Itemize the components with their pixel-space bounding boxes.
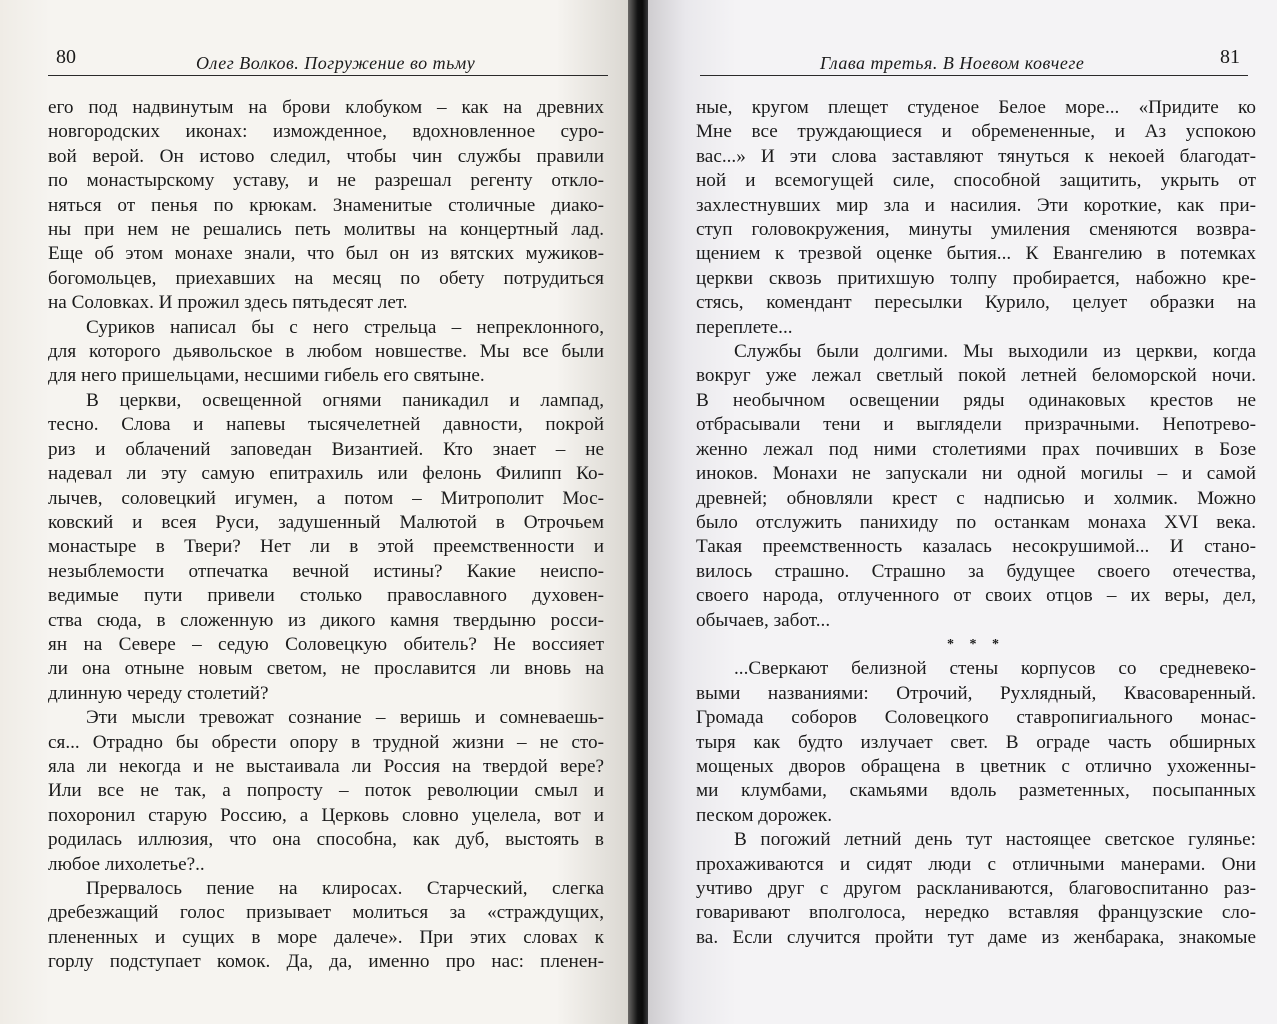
text-line: выми названиями: Отрочий, Рухлядный, Квасоваренный.: [696, 682, 1256, 704]
text-line: горлу подступает комок. Да, да, именно про нас: пленен-: [48, 951, 604, 973]
text-line: монастыре в Твери? Нет ли в этой преемственности и: [48, 536, 604, 558]
section-separator: * * *: [947, 636, 1005, 652]
text-line: вас...» И эти слова заставляют тянуться к некоей благодат-: [696, 145, 1256, 167]
text-line: было отслужить панихиду по останкам монаха XVI века.: [696, 511, 1256, 533]
text-line: ные, кругом плещет студеное Белое море... «Придите ко: [696, 97, 1256, 118]
text-line: В необычном освещении ряды одинаковых крестов не: [696, 389, 1256, 411]
text-line: любое лихолетье?..: [48, 853, 205, 875]
text-line: древней; обновляли крест с надписью и холмик. Можно: [696, 487, 1256, 509]
text-line: на Соловках. И прожил здесь пятьдесят лет.: [48, 292, 408, 314]
text-line: лычев, соловецкий игумен, а потом – Митрополит Мос-: [48, 487, 604, 509]
text-line: вилось страшно. Страшно за будущее своего отечества,: [696, 560, 1256, 582]
text-line: вой верой. Он истово следил, чтобы чин службы правили: [48, 145, 604, 167]
text-line: тесно. Слова и напевы тысячелетней давности, покрой: [48, 414, 604, 436]
text-line: учтиво друг с другом раскланиваются, благовоспитанно раз-: [696, 878, 1256, 899]
text-line: В церкви, освещенной огнями паникадил и лампад,: [86, 389, 604, 411]
text-line: тыря как будто излучает свет. В ограде часть обширных: [696, 731, 1256, 753]
text-line: Прервалось пение на клиросах. Старческий, слегка: [86, 878, 604, 899]
text-line: своего народа, отлученного от своих отцов – их веры, дел,: [696, 585, 1256, 607]
text-line: ной и всемогущей силе, способной защитить, укрыть от: [696, 170, 1256, 192]
text-line: родилась иллюзия, что она способна, как дуб, выстоять в: [48, 829, 604, 851]
text-line: отбрасывали тени и выглядели призрачными. Непотрево-: [696, 414, 1256, 436]
right-page: [648, 0, 1277, 1024]
text-line: иноков. Монахи не запускали ни одной могилы – и самой: [696, 463, 1256, 485]
text-line: щением к трезвой оценке бытия... К Евангелию в потемках: [696, 243, 1256, 265]
text-line: незыблемости отпечатка вечной истины? Какие неиспо-: [48, 560, 604, 582]
text-line: ва. Если случится пройти тут даме из женбарака, знакомые: [696, 926, 1256, 948]
text-line: вокруг уже лежал светлый покой летней беломорской ночи.: [696, 365, 1256, 387]
text-line: по монастырскому уставу, и не разрешал регенту откло-: [48, 170, 604, 192]
text-line: Или все не так, а попросту – поток революции смыл и: [48, 780, 604, 802]
text-line: мощеных дворов обращена в цветник с отлично ухоженны-: [696, 755, 1256, 777]
text-line: переплете...: [696, 316, 793, 338]
text-line: захлестнувших мир зла и насилия. Эти короткие, как при-: [696, 194, 1256, 216]
text-line: для которого дьявольское в любом новшестве. Мы все были: [48, 341, 604, 363]
right-page-header: [700, 44, 1248, 74]
text-line: церкви сквозь притихшую толпу пробирается, набожно кре-: [696, 267, 1256, 289]
left-page-number: 80: [56, 46, 76, 68]
text-line: богомольцев, приехавших на месяц по обету потрудиться: [48, 267, 604, 289]
text-line: В погожий летний день тут настоящее светское гулянье:: [734, 829, 1256, 851]
text-line: Эти мысли тревожат сознание – веришь и сомневаешь-: [86, 707, 604, 729]
text-line: похоронил старую Россию, а Церковь словно уцелела, вот и: [48, 804, 604, 826]
text-line: ся... Отрадно бы обрести опору в трудной жизни – не сто-: [48, 731, 604, 753]
header-rule: [48, 75, 608, 76]
text-line: дребезжащий голос призывает молиться за «страждущих,: [48, 902, 604, 924]
text-line: для него пришельцами, несшими гибель его святыне.: [48, 365, 485, 387]
text-line: ны при нем не решались петь молитвы на концертный лад.: [48, 219, 604, 241]
text-line: надевал ли эту самую епитрахиль или фелонь Филипп Ко-: [48, 463, 604, 485]
left-page-header: [48, 44, 608, 74]
text-line: женно лежал под ними столетиями прах почивших в Бозе: [696, 438, 1256, 460]
text-line: стясь, комендант пересылки Курило, целует образки на: [696, 292, 1256, 314]
text-line: няться от пенья по крюкам. Знаменитые столичные диако-: [48, 194, 604, 216]
text-line: ступ головокружения, минуты умиления сменяются возвра-: [696, 219, 1256, 241]
left-page: [0, 0, 632, 1024]
text-line: прохаживаются и сидят люди с отличными манерами. Они: [696, 853, 1256, 875]
text-line: Службы были долгими. Мы выходили из церкви, когда: [734, 341, 1256, 363]
text-line: его под надвинутым на брови клобуком – как на древних: [48, 97, 604, 118]
text-line: ми клумбами, скамьями вдоль разметенных, посыпанных: [696, 780, 1256, 802]
text-line: говаривают вполголоса, нередко вставляя французские сло-: [696, 902, 1256, 924]
text-line: длинную череду столетий?: [48, 682, 269, 704]
text-line: Мне все труждающиеся и обремененные, и Аз успокою: [696, 121, 1256, 143]
text-line: ства сюда, в сложенную из дикого камня твердыню росси-: [48, 609, 604, 631]
left-page-text: [48, 96, 604, 975]
text-line: Суриков написал бы с него стрельца – непреклонного,: [86, 316, 604, 338]
text-line: риз и облачений заповедан Византией. Кто знает – не: [48, 438, 604, 460]
text-line: обычаев, забот...: [696, 609, 831, 631]
right-page-number: 81: [1220, 46, 1240, 68]
text-line: ковский и всея Руси, задушенный Малютой в Отрочьем: [48, 511, 604, 533]
text-line: яла ли некогда и не выстаивала ли Россия на твердой вере?: [48, 755, 604, 777]
header-rule: [700, 75, 1248, 76]
right-running-title: Глава третья. В Ноевом ковчеге: [820, 53, 1085, 73]
text-line: песком дорожек.: [696, 804, 832, 826]
text-line: ведимые пути привели столько православного духовен-: [48, 585, 604, 607]
text-line: ли она отныне новым светом, не прославится ли вновь на: [48, 658, 604, 680]
text-line: Громада соборов Соловецкого ставропигиального монас-: [696, 707, 1256, 729]
text-line: новгородских иконах: изможденное, вдохновленное суро-: [48, 121, 604, 143]
text-line: плененных и сущих в море далече». При этих словах к: [48, 926, 604, 948]
right-page-text: [696, 96, 1256, 950]
left-running-title: Олег Волков. Погружение во тьму: [196, 53, 476, 73]
text-line: Еще об этом монахе знали, что был он из вятских мужиков-: [48, 243, 604, 265]
text-line: ...Сверкают белизной стены корпусов со средневеко-: [734, 658, 1256, 680]
text-line: ян на Севере – седую Соловецкую обитель? Не воссияет: [48, 633, 604, 655]
text-line: Такая преемственность казалась несокрушимой... И стано-: [696, 536, 1256, 558]
